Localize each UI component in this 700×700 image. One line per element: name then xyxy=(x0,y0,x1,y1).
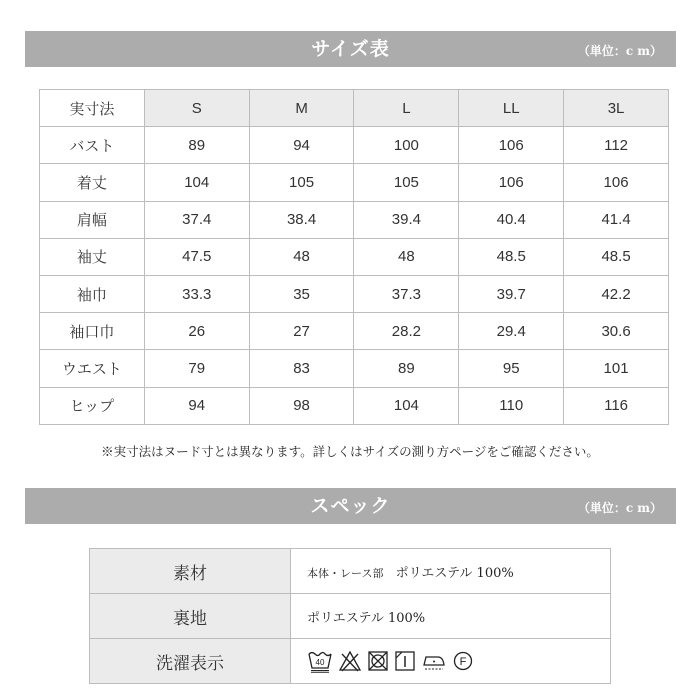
table-cell: 106 xyxy=(459,164,564,201)
row-label: 袖口巾 xyxy=(40,313,145,350)
size-table-banner xyxy=(25,31,676,67)
measurement-note: ※実寸法はヌード寸とは異なります。詳しくはサイズの測り方ページをご確認ください。 xyxy=(101,444,599,459)
table-cell: 104 xyxy=(354,387,459,424)
table-row xyxy=(40,350,669,387)
table-cell: 37.3 xyxy=(354,275,459,312)
row-label: ウエスト xyxy=(40,350,145,387)
table-cell: 35 xyxy=(249,275,354,312)
row-label: 着丈 xyxy=(40,164,145,201)
table-cell: 29.4 xyxy=(459,313,564,350)
care-icons xyxy=(307,649,610,673)
table-row xyxy=(40,387,669,424)
material-label: 素材 xyxy=(90,549,291,594)
table-cell: 39.4 xyxy=(354,201,459,238)
spec-title: スペック xyxy=(310,495,391,517)
column-header: S xyxy=(144,90,249,127)
no-bleach-icon xyxy=(338,650,362,672)
table-cell: 48 xyxy=(354,238,459,275)
table-cell: 105 xyxy=(354,164,459,201)
size-table xyxy=(39,89,669,425)
table-row xyxy=(40,238,669,275)
table-cell: 37.4 xyxy=(144,201,249,238)
size-header-row xyxy=(40,90,669,127)
size-table-title: サイズ表 xyxy=(311,38,390,60)
table-cell: 100 xyxy=(354,127,459,164)
table-cell: 33.3 xyxy=(144,275,249,312)
table-cell: 48.5 xyxy=(564,238,669,275)
table-cell: 106 xyxy=(564,164,669,201)
table-cell: 41.4 xyxy=(564,201,669,238)
row-label: 袖丈 xyxy=(40,238,145,275)
table-cell: 39.7 xyxy=(459,275,564,312)
table-cell: 42.2 xyxy=(564,275,669,312)
table-cell: 83 xyxy=(249,350,354,387)
table-cell: 48 xyxy=(249,238,354,275)
table-cell: 104 xyxy=(144,164,249,201)
table-cell: 101 xyxy=(564,350,669,387)
dry-clean-letter: F xyxy=(459,656,467,668)
care-icons-cell xyxy=(291,639,611,684)
table-cell: 47.5 xyxy=(144,238,249,275)
table-row xyxy=(40,164,669,201)
table-cell: 105 xyxy=(249,164,354,201)
column-header: 3L xyxy=(564,90,669,127)
table-cell: 30.6 xyxy=(564,313,669,350)
table-cell: 89 xyxy=(354,350,459,387)
row-label: 袖巾 xyxy=(40,275,145,312)
table-cell: 40.4 xyxy=(459,201,564,238)
table-cell: 79 xyxy=(144,350,249,387)
table-cell: 38.4 xyxy=(249,201,354,238)
table-cell: 27 xyxy=(249,313,354,350)
table-row xyxy=(40,201,669,238)
row-label: バスト xyxy=(40,127,145,164)
row-label: ヒップ xyxy=(40,387,145,424)
lining-value: ポリエステル 100% xyxy=(291,594,611,639)
table-row xyxy=(40,313,669,350)
spec-unit-label: （単位：c m） xyxy=(577,501,662,515)
table-cell: 89 xyxy=(144,127,249,164)
spec-row-lining xyxy=(90,594,611,639)
material-value-cell xyxy=(291,549,611,594)
material-prefix: 本体・レース部 xyxy=(307,566,384,580)
table-cell: 48.5 xyxy=(459,238,564,275)
dry-clean-f-icon xyxy=(452,650,474,672)
table-cell: 98 xyxy=(249,387,354,424)
size-unit-label: （単位：c m） xyxy=(577,44,662,58)
table-cell: 94 xyxy=(144,387,249,424)
table-cell: 116 xyxy=(564,387,669,424)
table-cell: 95 xyxy=(459,350,564,387)
spec-table xyxy=(89,548,611,684)
care-label: 洗濯表示 xyxy=(90,639,291,684)
table-cell: 106 xyxy=(459,127,564,164)
table-cell: 94 xyxy=(249,127,354,164)
table-cell: 112 xyxy=(564,127,669,164)
table-cell: 28.2 xyxy=(354,313,459,350)
lining-label: 裏地 xyxy=(90,594,291,639)
table-row xyxy=(40,127,669,164)
column-header: M xyxy=(249,90,354,127)
spec-row-material xyxy=(90,549,611,594)
line-dry-shade-icon xyxy=(394,650,416,672)
wash-temp-label: 40 xyxy=(315,658,325,667)
iron-low-cloth-icon xyxy=(421,650,447,672)
table-row xyxy=(40,275,669,312)
spec-row-care xyxy=(90,639,611,684)
column-header: LL xyxy=(459,90,564,127)
column-header: L xyxy=(354,90,459,127)
table-cell: 26 xyxy=(144,313,249,350)
spec-banner xyxy=(25,488,676,524)
no-tumble-dry-icon xyxy=(367,650,389,672)
table-cell: 110 xyxy=(459,387,564,424)
corner-header: 実寸法 xyxy=(40,90,145,127)
material-value: ポリエステル 100% xyxy=(395,565,514,581)
row-label: 肩幅 xyxy=(40,201,145,238)
wash-40-gentle-icon xyxy=(307,649,333,673)
